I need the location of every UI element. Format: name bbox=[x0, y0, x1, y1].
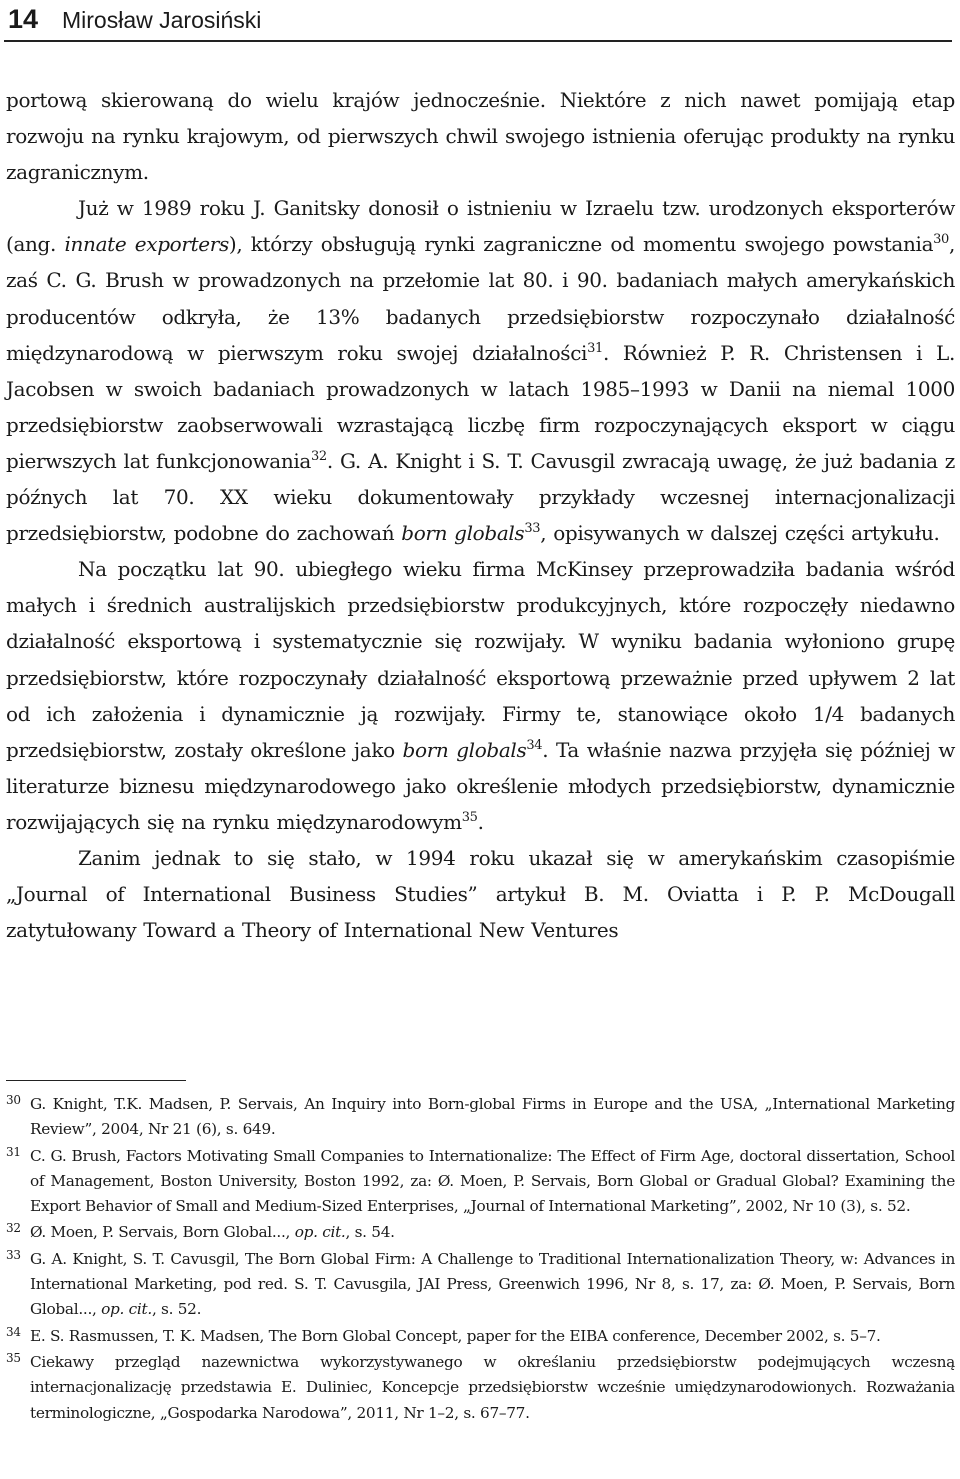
p2-text-g: . Również P. R. Christensen i L. Jacobsen w swoich badaniach prowadzonych w latach 1985–1993 w Danii na niemal 1000 przedsiębiorstw zaobserwowali wzrastającą liczbę firm rozpoczynających eksport w ciągu pierwszych lat funkcjonowania bbox=[6, 340, 955, 473]
paragraph-1 bbox=[6, 82, 955, 190]
header-rule bbox=[4, 40, 952, 42]
p2-italic-born-globals: born globals bbox=[401, 521, 525, 546]
page-header bbox=[0, 0, 960, 50]
paragraph-4-text: Zanim jednak to się stało, w 1994 roku ukazał się w amerykańskim czasopiśmie „Journal of International Business Studies” artykuł B. M. Oviatta i P. P. McDougall zatytułowany Toward a Theory of International New Ventures bbox=[6, 845, 955, 943]
p3-italic-born-globals: born globals bbox=[402, 737, 527, 762]
footnote-text: Ciekawy przegląd nazewnictwa wykorzystywanego w określaniu przedsiębiorstw podejmujących wczesną internacjonalizację przedstawia E. Duliniec, Koncepcje przedsiębiorstw wcześnie umiędzynarodowionych. Rozważania terminologiczne, „Gospodarka Narodowa”, 2011, Nr 1–2, s. 67–77. bbox=[30, 1352, 955, 1422]
p2-italic-term: innate exporters bbox=[64, 232, 229, 257]
footnote-ref-32[interactable]: 32 bbox=[311, 448, 327, 464]
footnote-text: G. Knight, T.K. Madsen, P. Servais, An Inquiry into Born-global Firms in Europe and the USA, „International Marketing Review”, 2004, Nr 21 (6), s. 649. bbox=[30, 1095, 955, 1139]
footnote-text: C. G. Brush, Factors Motivating Small Companies to Internationalize: The Effect of Firm Age, doctoral dissertation, School of Management, Boston University, Boston 1992, za: Ø. Moen, P. Servais, Born Global or Gradual Global? Examining the Export Behavior of Small and Medium-Sized Enterprises, „Journal of International Marketing”, 2002, Nr 10 (3), s. 52. bbox=[30, 1146, 955, 1216]
footnote-separator bbox=[6, 1080, 186, 1081]
footnote-ref-33[interactable]: 33 bbox=[524, 521, 541, 537]
footnote-text: E. S. Rasmussen, T. K. Madsen, The Born Global Concept, paper for the EIBA conference, December 2002, s. 5–7. bbox=[30, 1326, 881, 1345]
page-number: 14 bbox=[8, 4, 39, 34]
paragraph-1-text: portową skierowaną do wielu krajów jednocześnie. Niektóre z nich nawet pomijają etap rozwoju na rynku krajowym, od pierwszych chwil swojego istnienia oferując produkty na rynku zagranicznym. bbox=[6, 88, 955, 185]
footnotes bbox=[6, 1092, 955, 1427]
footnote-number: 33 bbox=[6, 1247, 21, 1262]
footnote-number: 35 bbox=[6, 1350, 21, 1365]
footnote-text: G. A. Knight, S. T. Cavusgil, The Born Global Firm: A Challenge to Traditional Internationalization Theory, w: Advances in International Marketing, pod red. S. T. Cavusgila, JAI Press, Greenwich 1996, Nr 8, s. 17, za: Ø. Moen, P. Servais, Born Global..., op. cit., s. 52. bbox=[30, 1249, 955, 1319]
p3-text-a: Na początku lat 90. ubiegłego wieku firma McKinsey przeprowadziła badania wśród małych i średnich australijskich przedsiębiorstw produkcyjnych, które rozpoczęły niedawno działalność eksportową i systematycznie się rozwijały. W wyniku badania wyłoniono grupę przedsiębiorstw, które rozpoczynały działalność eksportową przeważnie przed upływem 2 lat od ich założenia i dynamicznie ją rozwijały. Firmy te, stanowiące około 1/4 badanych przedsiębiorstw, zostały określone jako bbox=[6, 557, 955, 762]
footnote-ref-34[interactable]: 34 bbox=[526, 737, 543, 753]
paragraph-4 bbox=[6, 840, 955, 948]
footnote-number: 30 bbox=[6, 1093, 21, 1107]
footnote-number: 32 bbox=[6, 1221, 21, 1236]
p3-text-f: . bbox=[477, 809, 484, 834]
footnote-35 bbox=[6, 1350, 955, 1426]
body-text bbox=[6, 82, 955, 948]
paragraph-2 bbox=[6, 190, 955, 551]
footnote-32 bbox=[6, 1220, 955, 1245]
p2-text-l: , opisywanych w dalszej części artykułu. bbox=[540, 521, 940, 546]
footnote-34 bbox=[6, 1324, 955, 1349]
p2-text-a: Już w 1989 roku J. Ganitsky donosił o istnieniu w Izraelu tzw. urodzonych eksporterów (ang. bbox=[6, 196, 955, 257]
p2-text-i: . G. A. Knight i S. T. Cavusgil zwracają uwagę, że już badania z późnych lat 70. XX wieku dokumentowały przykłady wczesnej internacjonalizacji przedsiębiorstw, podobne do zachowań bbox=[6, 448, 955, 546]
paragraph-3 bbox=[6, 551, 955, 840]
p2-text-c: ), którzy obsługują rynki zagraniczne od momentu swojego powstania bbox=[228, 232, 934, 257]
footnote-30 bbox=[6, 1092, 955, 1143]
p2-text-e: , zaś C. G. Brush w prowadzonych na przełomie lat 80. i 90. badaniach małych amerykańskich producentów odkryła, że 13% badanych przedsiębiorstw rozpoczynało działalność międzynarodową w pierwszym roku swojej działalności bbox=[6, 232, 955, 365]
footnote-ref-30[interactable]: 30 bbox=[933, 232, 949, 248]
footnote-number: 31 bbox=[6, 1144, 21, 1159]
footnote-number: 34 bbox=[6, 1324, 21, 1339]
footnote-ref-31[interactable]: 31 bbox=[587, 340, 603, 356]
footnote-31 bbox=[6, 1144, 955, 1220]
footnote-text: Ø. Moen, P. Servais, Born Global..., op. cit., s. 54. bbox=[30, 1223, 395, 1242]
p3-text-d: . Ta właśnie nazwa przyjęła się później w literaturze biznesu międzynarodowego jako określenie młodych przedsiębiorstw, dynamicznie rozwijających się na rynku międzynarodowym bbox=[6, 737, 955, 834]
footnote-33 bbox=[6, 1247, 955, 1323]
running-head-author: Mirosław Jarosiński bbox=[62, 7, 262, 33]
footnote-ref-35[interactable]: 35 bbox=[461, 809, 478, 825]
